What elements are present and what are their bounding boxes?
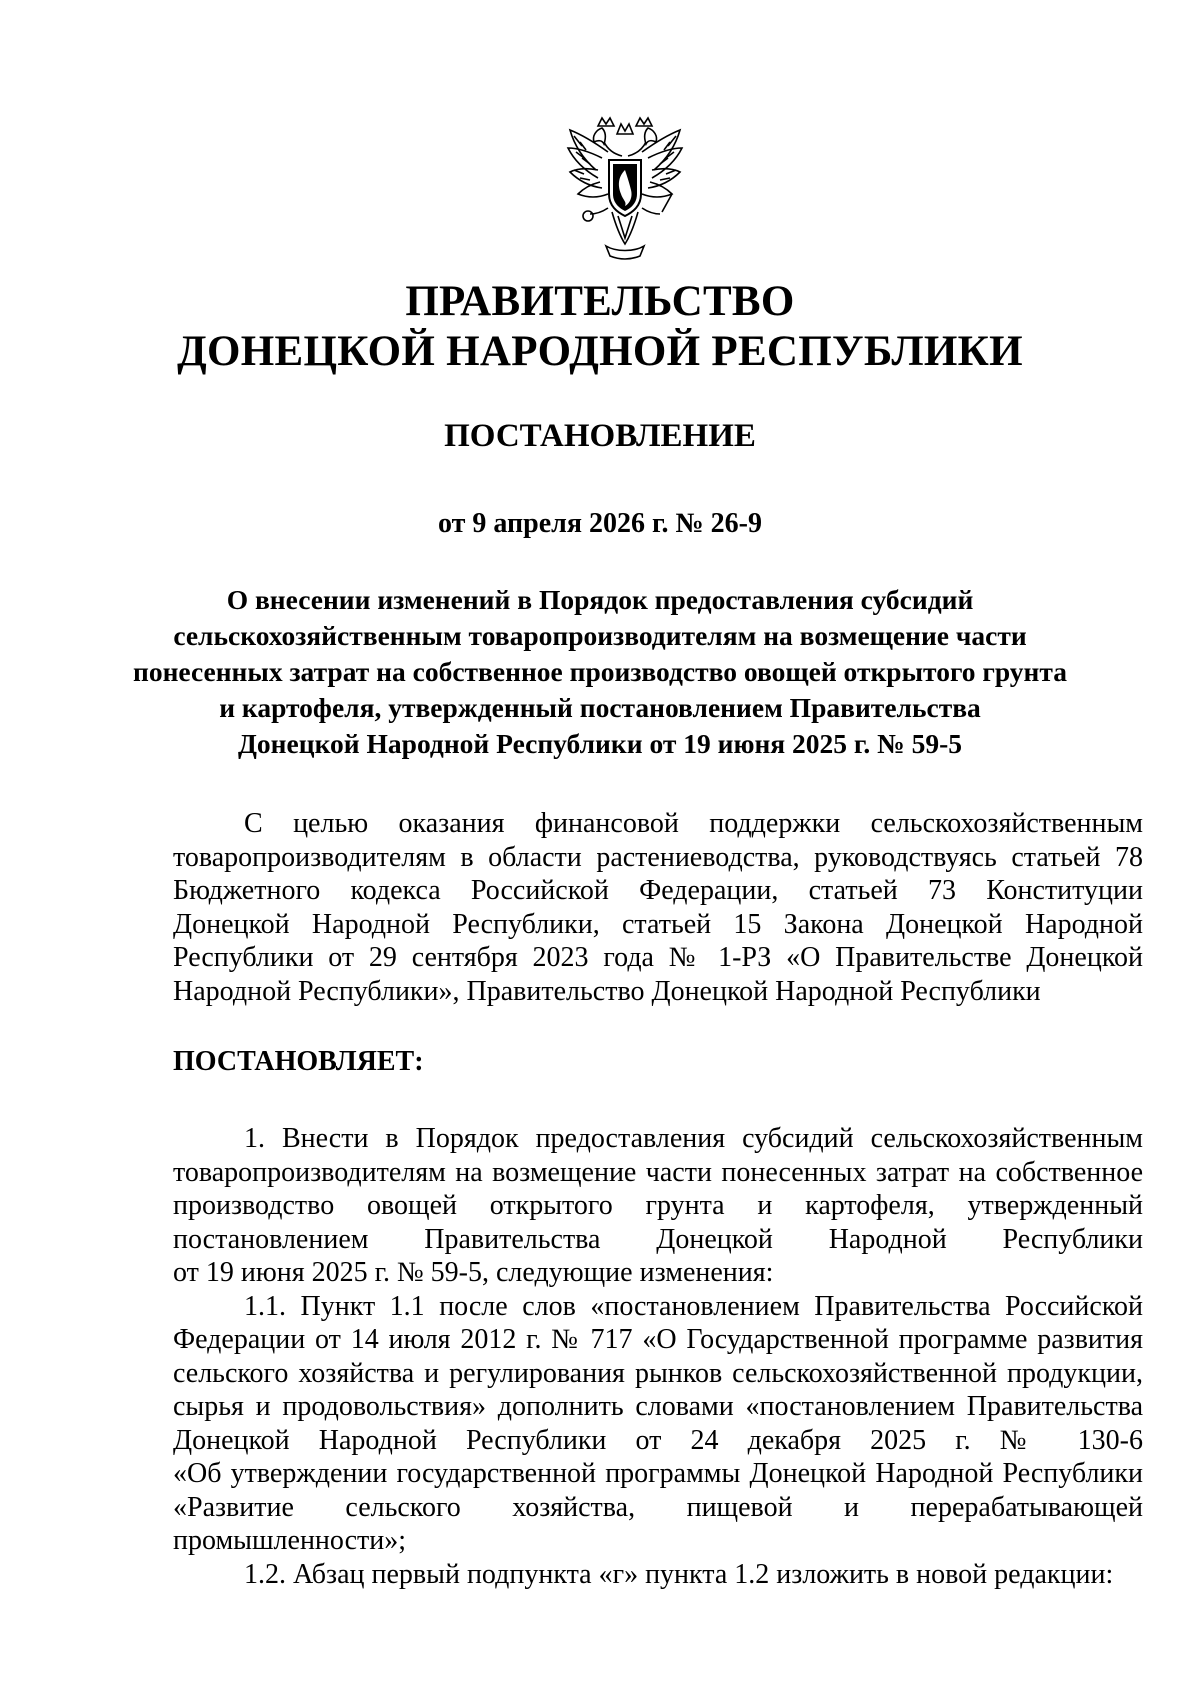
text-line: Республики от 29 сентября 2023 года № 1-РЗ «О Правительстве Донецкой	[173, 942, 1143, 973]
text-line: Донецкой Народной Республики от 24 декабря 2025 г. № 130-6	[173, 1424, 1143, 1456]
text-line: 1.2. Абзац первый подпункта «г» пункта 1.2 изложить в новой редакции:	[244, 1558, 1114, 1590]
text-line: С целью оказания финансовой поддержки сельскохозяйственным	[244, 808, 1143, 839]
text-line: Бюджетного кодекса Российской Федерации, статьей 73 Конституции	[173, 875, 1143, 906]
text-line: сырья и продовольствия» дополнить словами «постановлением Правительства	[173, 1391, 1143, 1422]
preamble-paragraph	[173, 807, 1143, 1008]
ruling-heading: ПОСТАНОВЛЯЕТ:	[173, 1046, 424, 1077]
text-line: производство овощей открытого грунта и картофеля, утвержденный	[173, 1190, 1143, 1221]
text-line: Народной Республики», Правительство Донецкой Народной Республики	[173, 975, 1041, 1007]
text-line: Федерации от 14 июля 2012 г. № 717 «О Государственной программе развития	[173, 1324, 1143, 1355]
coat-of-arms-icon	[562, 112, 688, 264]
ruling-items	[173, 1122, 1143, 1591]
subject-line: О внесении изменений в Порядок предоставления субсидий	[226, 584, 974, 615]
subject-line: сельскохозяйственным товаропроизводителям на возмещение части	[173, 620, 1027, 651]
text-line: товаропроизводителям в области растениеводства, руководствуясь статьей 78	[173, 841, 1143, 873]
text-line: товаропроизводителям на возмещение части понесенных затрат на собственное	[173, 1156, 1143, 1188]
text-line: сельского хозяйства и регулирования рынков сельскохозяйственной продукции,	[173, 1357, 1143, 1389]
text-line: 1.1. Пункт 1.1 после слов «постановлением Правительства Российской	[244, 1290, 1143, 1322]
text-line: постановлением Правительства Донецкой Народной Республики	[173, 1223, 1143, 1255]
subject-line: Донецкой Народной Республики от 19 июня 2025 г. № 59-5	[238, 728, 962, 759]
text-line: «Об утверждении государственной программы Донецкой Народной Республики	[173, 1458, 1143, 1489]
document-type: ПОСТАНОВЛЕНИЕ	[444, 418, 756, 454]
subject-line: понесенных затрат на собственное производство овощей открытого грунта	[132, 656, 1067, 687]
text-line: промышленности»;	[173, 1525, 407, 1556]
government-name-line1: ПРАВИТЕЛЬСТВО	[405, 278, 795, 325]
government-name-line2: ДОНЕЦКОЙ НАРОДНОЙ РЕСПУБЛИКИ	[177, 328, 1023, 375]
document-subject	[0, 582, 1200, 762]
text-line: Донецкой Народной Республики, статьей 15 Закона Донецкой Народной	[173, 908, 1143, 940]
document-date-number: от 9 апреля 2026 г. № 26-9	[437, 508, 763, 539]
subject-line: и картофеля, утвержденный постановлением Правительства	[219, 692, 981, 723]
text-line: 1. Внести в Порядок предоставления субсидий сельскохозяйственным	[244, 1123, 1143, 1154]
text-line: «Развитие сельского хозяйства, пищевой и перерабатывающей	[173, 1491, 1143, 1523]
text-line: от 19 июня 2025 г. № 59-5, следующие изменения:	[173, 1257, 774, 1288]
